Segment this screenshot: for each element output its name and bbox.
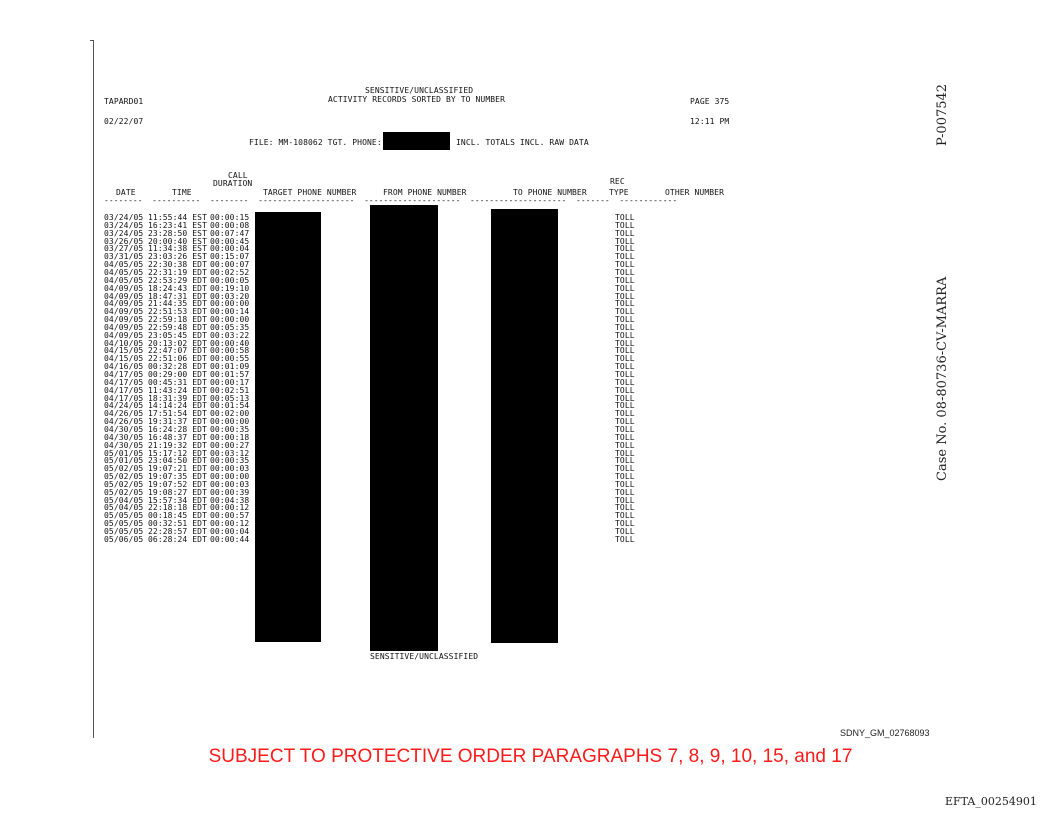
- row-date: 04/17/05: [104, 370, 144, 379]
- row-duration: 00:00:08: [210, 220, 250, 230]
- row-date: 03/26/05: [104, 236, 144, 246]
- row-duration: 00:00:45: [210, 236, 250, 246]
- row-rec-type: TOLL: [615, 267, 635, 277]
- row-duration: 00:00:58: [210, 346, 250, 356]
- row-rec-type: TOLL: [615, 385, 635, 395]
- row-duration: 00:19:10: [210, 283, 250, 293]
- row-date: 04/09/05: [104, 307, 144, 317]
- row-rec-type: TOLL: [615, 377, 635, 387]
- row-rec-type: TOLL: [615, 409, 635, 419]
- row-date: 04/05/05: [104, 267, 144, 277]
- row-duration: 00:00:35: [210, 424, 250, 434]
- row-rec-type: TOLL: [615, 307, 635, 317]
- row-duration: 00:03:12: [210, 448, 250, 458]
- row-time: 22:31:19 EDT: [148, 267, 207, 277]
- redacted-from-column: [370, 205, 438, 651]
- protective-order-notice: SUBJECT TO PROTECTIVE ORDER PARAGRAPHS 7, 8, 9, 10, 15, and 17: [208, 746, 853, 767]
- row-rec-type: TOLL: [615, 370, 635, 379]
- row-duration: 00:15:07: [210, 252, 250, 262]
- col-rec: REC: [610, 177, 625, 186]
- row-rec-type: TOLL: [615, 228, 635, 238]
- row-duration: 00:07:47: [210, 228, 250, 238]
- row-date: 04/09/05: [104, 299, 144, 309]
- row-time: 22:30:38 EDT: [148, 260, 207, 270]
- row-duration: 00:00:03: [210, 479, 250, 489]
- col-type: TYPE: [609, 188, 629, 197]
- row-rec-type: TOLL: [615, 220, 635, 230]
- row-duration: 00:00:27: [210, 440, 250, 450]
- row-date: 04/09/05: [104, 283, 144, 293]
- redacted-target-column: [255, 212, 321, 642]
- redacted-to-column: [491, 209, 558, 643]
- row-duration: 00:00:00: [210, 417, 250, 427]
- row-date: 05/05/05: [104, 511, 144, 521]
- row-rec-type: TOLL: [615, 527, 635, 536]
- row-rec-type: TOLL: [615, 432, 635, 442]
- row-date: 05/06/05: [104, 534, 144, 544]
- row-duration: 00:00:00: [210, 299, 250, 309]
- row-rec-type: TOLL: [615, 417, 635, 427]
- row-time: 23:05:45 EDT: [148, 330, 207, 340]
- row-duration: 00:00:18: [210, 432, 250, 442]
- row-date: 03/24/05: [104, 228, 144, 238]
- row-duration: 00:00:12: [210, 503, 250, 513]
- row-duration: 00:01:09: [210, 362, 250, 372]
- row-rec-type: TOLL: [615, 519, 635, 529]
- row-rec-type: TOLL: [615, 322, 635, 332]
- row-date: 05/04/05: [104, 503, 144, 513]
- page-number: PAGE 375: [690, 97, 730, 106]
- file-label: FILE: MM-108062 TGT. PHONE:: [249, 138, 382, 147]
- row-date: 04/24/05: [104, 401, 144, 411]
- row-date: 04/30/05: [104, 424, 144, 434]
- row-date: 04/09/05: [104, 330, 144, 340]
- row-date: 04/17/05: [104, 385, 144, 395]
- row-time: 11:43:24 EDT: [148, 385, 207, 395]
- row-date: 04/10/05: [104, 338, 144, 348]
- row-duration: 00:00:04: [210, 244, 250, 254]
- row-date: 05/02/05: [104, 487, 144, 497]
- row-time: 16:48:37 EDT: [148, 432, 207, 442]
- row-date: 03/24/05: [104, 213, 144, 222]
- redacted-target-phone: [383, 132, 450, 150]
- row-date: 05/05/05: [104, 519, 144, 529]
- row-date: 05/02/05: [104, 479, 144, 489]
- row-duration: 00:05:35: [210, 322, 250, 332]
- row-rec-type: TOLL: [615, 244, 635, 254]
- row-rec-type: TOLL: [615, 213, 635, 222]
- row-date: 05/02/05: [104, 472, 144, 482]
- row-rec-type: TOLL: [615, 330, 635, 340]
- row-time: 19:31:37 EDT: [148, 417, 207, 427]
- row-date: 05/05/05: [104, 527, 144, 536]
- row-duration: 00:00:57: [210, 511, 250, 521]
- row-duration: 00:00:12: [210, 519, 250, 529]
- row-time: 11:55:44 EST: [148, 213, 207, 222]
- row-rec-type: TOLL: [615, 424, 635, 434]
- row-duration: 00:00:15: [210, 213, 250, 222]
- row-rec-type: TOLL: [615, 346, 635, 356]
- row-date: 05/01/05: [104, 456, 144, 466]
- row-rec-type: TOLL: [615, 260, 635, 270]
- row-date: 04/15/05: [104, 354, 144, 364]
- footer-classification: SENSITIVE/UNCLASSIFIED: [370, 652, 479, 661]
- row-time: 11:34:38 EST: [148, 244, 207, 254]
- row-date: 04/05/05: [104, 275, 144, 285]
- efta-number: EFTA_00254901: [945, 795, 1037, 808]
- row-rec-type: TOLL: [615, 456, 635, 466]
- row-duration: 00:00:14: [210, 307, 250, 317]
- row-time: 06:28:24 EDT: [148, 534, 207, 544]
- row-duration: 00:00:00: [210, 315, 250, 325]
- col-target-phone: TARGET PHONE NUMBER: [263, 188, 357, 197]
- row-duration: 00:04:38: [210, 495, 250, 505]
- row-time: 21:19:32 EDT: [148, 440, 207, 450]
- row-date: 04/05/05: [104, 260, 144, 270]
- row-time: 00:29:00 EDT: [148, 370, 207, 379]
- row-time: 19:08:27 EDT: [148, 487, 207, 497]
- row-duration: 00:00:17: [210, 377, 250, 387]
- row-duration: 00:00:44: [210, 534, 250, 544]
- row-date: 04/15/05: [104, 346, 144, 356]
- row-time: 23:28:50 EST: [148, 228, 207, 238]
- row-time: 17:51:54 EDT: [148, 409, 207, 419]
- row-date: 03/31/05: [104, 252, 144, 262]
- row-rec-type: TOLL: [615, 283, 635, 293]
- row-time: 22:51:06 EDT: [148, 354, 207, 364]
- row-date: 04/09/05: [104, 315, 144, 325]
- row-time: 21:44:35 EDT: [148, 299, 207, 309]
- row-duration: 00:05:13: [210, 393, 250, 403]
- row-duration: 00:00:39: [210, 487, 250, 497]
- row-rec-type: TOLL: [615, 252, 635, 262]
- row-time: 19:07:52 EDT: [148, 479, 207, 489]
- row-rec-type: TOLL: [615, 440, 635, 450]
- col-other-number: OTHER NUMBER: [665, 188, 724, 197]
- row-duration: 00:00:03: [210, 464, 250, 474]
- row-time: 22:59:48 EDT: [148, 322, 207, 332]
- col-date: DATE: [116, 188, 136, 197]
- row-time: 15:17:12 EDT: [148, 448, 207, 458]
- row-rec-type: TOLL: [615, 291, 635, 301]
- row-time: 19:07:35 EDT: [148, 472, 207, 482]
- row-time: 20:00:40 EST: [148, 236, 207, 246]
- row-date: 04/26/05: [104, 409, 144, 419]
- row-rec-type: TOLL: [615, 236, 635, 246]
- row-duration: 00:00:05: [210, 275, 250, 285]
- row-rec-type: TOLL: [615, 401, 635, 411]
- row-date: 04/16/05: [104, 362, 144, 372]
- row-date: 04/17/05: [104, 393, 144, 403]
- row-time: 22:51:53 EDT: [148, 307, 207, 317]
- row-time: 22:59:18 EDT: [148, 315, 207, 325]
- row-rec-type: TOLL: [615, 487, 635, 497]
- row-time: 16:24:28 EDT: [148, 424, 207, 434]
- col-from-phone: FROM PHONE NUMBER: [383, 188, 467, 197]
- row-date: 04/17/05: [104, 377, 144, 387]
- row-time: 19:07:21 EDT: [148, 464, 207, 474]
- col-call: CALL: [228, 171, 248, 180]
- row-rec-type: TOLL: [615, 354, 635, 364]
- row-time: 16:23:41 EST: [148, 220, 207, 230]
- row-time: 20:13:02 EDT: [148, 338, 207, 348]
- row-duration: 00:02:52: [210, 267, 250, 277]
- row-rec-type: TOLL: [615, 448, 635, 458]
- row-rec-type: TOLL: [615, 534, 635, 544]
- row-time: 00:18:45 EDT: [148, 511, 207, 521]
- row-rec-type: TOLL: [615, 495, 635, 505]
- row-duration: 00:00:07: [210, 260, 250, 270]
- col-time: TIME: [172, 188, 192, 197]
- row-date: 04/09/05: [104, 322, 144, 332]
- row-date: 05/02/05: [104, 464, 144, 474]
- col-to-phone: TO PHONE NUMBER: [513, 188, 587, 197]
- row-time: 18:47:31 EDT: [148, 291, 207, 301]
- row-date: 05/01/05: [104, 448, 144, 458]
- row-time: 22:28:57 EDT: [148, 527, 207, 536]
- row-rec-type: TOLL: [615, 275, 635, 285]
- row-date: 04/26/05: [104, 417, 144, 427]
- row-duration: 00:00:35: [210, 456, 250, 466]
- row-time: 14:14:24 EDT: [148, 401, 207, 411]
- row-rec-type: TOLL: [615, 511, 635, 521]
- row-duration: 00:02:51: [210, 385, 250, 395]
- row-date: 04/30/05: [104, 432, 144, 442]
- case-number: Case No. 08-80736-CV-MARRA: [935, 276, 950, 481]
- header-rule: -------- ---------- -------- -------------------- -------------------- -------------------- ------- ------------: [104, 196, 678, 205]
- row-rec-type: TOLL: [615, 479, 635, 489]
- row-rec-type: TOLL: [615, 299, 635, 309]
- row-time: 00:45:31 EDT: [148, 377, 207, 387]
- row-time: 23:04:50 EDT: [148, 456, 207, 466]
- file-suffix: INCL. TOTALS INCL. RAW DATA: [456, 138, 589, 147]
- row-date: 04/30/05: [104, 440, 144, 450]
- row-time: 18:24:43 EDT: [148, 283, 207, 293]
- row-time: 18:31:39 EDT: [148, 393, 207, 403]
- col-duration: DURATION: [213, 179, 253, 188]
- row-rec-type: TOLL: [615, 338, 635, 348]
- row-duration: 00:02:00: [210, 409, 250, 419]
- row-duration: 00:00:00: [210, 472, 250, 482]
- exhibit-id: P-007542: [935, 83, 950, 146]
- bates-number: SDNY_GM_02768093: [840, 728, 930, 738]
- report-date: 02/22/07: [104, 117, 144, 126]
- row-duration: 00:03:22: [210, 330, 250, 340]
- scan-edge-tick: [90, 40, 94, 41]
- row-time: 22:18:18 EDT: [148, 503, 207, 513]
- row-time: 22:53:29 EDT: [148, 275, 207, 285]
- row-date: 04/09/05: [104, 291, 144, 301]
- scan-edge-line: [93, 40, 94, 738]
- report-title: ACTIVITY RECORDS SORTED BY TO NUMBER: [328, 95, 505, 104]
- report-id: TAPARD01: [104, 97, 144, 106]
- row-duration: 00:00:55: [210, 354, 250, 364]
- row-rec-type: TOLL: [615, 362, 635, 372]
- row-duration: 00:03:20: [210, 291, 250, 301]
- row-date: 03/27/05: [104, 244, 144, 254]
- row-date: 03/24/05: [104, 220, 144, 230]
- row-time: 00:32:28 EDT: [148, 362, 207, 372]
- row-date: 05/04/05: [104, 495, 144, 505]
- row-rec-type: TOLL: [615, 472, 635, 482]
- row-rec-type: TOLL: [615, 464, 635, 474]
- row-duration: 00:01:54: [210, 401, 250, 411]
- row-time: 00:32:51 EDT: [148, 519, 207, 529]
- row-time: 15:57:34 EDT: [148, 495, 207, 505]
- row-duration: 00:01:57: [210, 370, 250, 379]
- row-duration: 00:00:04: [210, 527, 250, 536]
- row-rec-type: TOLL: [615, 503, 635, 513]
- row-rec-type: TOLL: [615, 393, 635, 403]
- row-time: 22:47:07 EDT: [148, 346, 207, 356]
- report-time: 12:11 PM: [690, 117, 730, 126]
- row-rec-type: TOLL: [615, 315, 635, 325]
- row-duration: 00:00:40: [210, 338, 250, 348]
- header-classification: SENSITIVE/UNCLASSIFIED: [365, 86, 474, 95]
- row-time: 23:03:26 EST: [148, 252, 207, 262]
